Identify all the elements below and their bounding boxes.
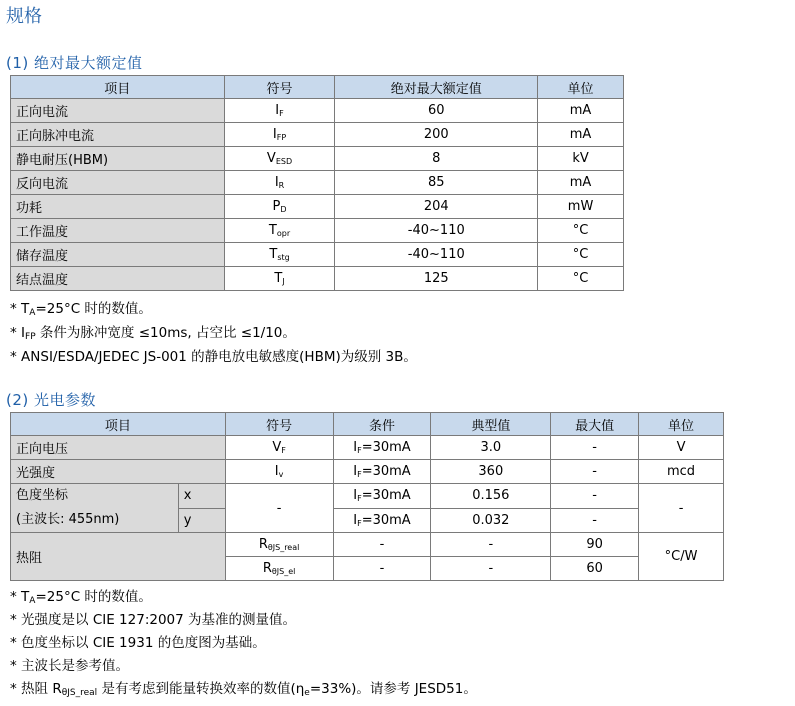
row-label-y: y: [178, 508, 225, 533]
row-symbol: $I_R$: [224, 171, 335, 195]
row-label: 正向脉冲电流: [11, 123, 225, 147]
note-ifp: * IFP 条件为脉冲宽度 ≤10ms, 占空比 ≤1/10。: [10, 325, 296, 342]
section-title-optical: (2) 光电参数: [6, 391, 97, 409]
row-condition: -: [333, 557, 431, 581]
row-value: 60: [335, 99, 538, 123]
row-symbol: $I_{FP}$: [224, 123, 335, 147]
row-condition: $I_F=30mA$: [333, 484, 431, 509]
note-thermal: * 热阻 RθJS_real 是有考虑到能量转换效率的数值(ηe=33%)。请参考 JESD51。: [10, 681, 477, 698]
row-typical: -: [431, 533, 551, 557]
table-row: [11, 484, 724, 509]
optical-table: [10, 412, 724, 581]
row-symbol: $T_{stg}$: [224, 243, 335, 267]
table-row: [11, 123, 624, 147]
row-unit: mA: [538, 123, 624, 147]
table-row: [11, 171, 624, 195]
row-value: 204: [335, 195, 538, 219]
row-label-chroma: 色度坐标 (主波长: 455nm): [11, 484, 179, 533]
row-unit: mcd: [639, 460, 724, 484]
header-max: 最大值: [551, 413, 639, 436]
row-symbol: $V_F$: [225, 436, 333, 460]
row-symbol: $R_{\theta JS\_real}$: [225, 533, 333, 557]
header-symbol: 符号: [225, 413, 333, 436]
header-condition: 条件: [333, 413, 431, 436]
note-esd: * ANSI/ESDA/JEDEC JS-001 的静电放电敏感度(HBM)为级别 3B。: [10, 349, 417, 365]
row-typical: 3.0: [431, 436, 551, 460]
row-unit: mW: [538, 195, 624, 219]
row-label: 工作温度: [11, 219, 225, 243]
row-value: 125: [335, 267, 538, 291]
row-label: 功耗: [11, 195, 225, 219]
table-row: [11, 219, 624, 243]
table-row: [11, 243, 624, 267]
note-dominant-wavelength: * 主波长是参考值。: [10, 658, 130, 674]
row-label-thermal: 热阻: [11, 533, 226, 581]
table-row: [11, 195, 624, 219]
row-label: 结点温度: [11, 267, 225, 291]
row-unit: °C: [538, 219, 624, 243]
row-condition: $I_F=30mA$: [333, 436, 431, 460]
row-unit: mA: [538, 99, 624, 123]
page-title: 规格: [6, 6, 42, 27]
row-symbol: $T_{opr}$: [224, 219, 335, 243]
row-max: -: [551, 484, 639, 509]
header-unit: 单位: [639, 413, 724, 436]
row-label: 储存温度: [11, 243, 225, 267]
header-rating: 绝对最大额定值: [335, 76, 538, 99]
note-cie1931: * 色度坐标以 CIE 1931 的色度图为基础。: [10, 635, 266, 651]
row-typical: 0.032: [431, 508, 551, 533]
row-max: -: [551, 508, 639, 533]
row-label: 正向电压: [11, 436, 226, 460]
row-label-x: x: [178, 484, 225, 509]
row-symbol: $I_F$: [224, 99, 335, 123]
absolute-max-table: [10, 75, 624, 291]
row-value: -40~110: [335, 219, 538, 243]
row-unit: kV: [538, 147, 624, 171]
row-max: 90: [551, 533, 639, 557]
row-typical: 360: [431, 460, 551, 484]
row-symbol: $T_J$: [224, 267, 335, 291]
row-typical: -: [431, 557, 551, 581]
row-symbol: $I_v$: [225, 460, 333, 484]
row-label: 反向电流: [11, 171, 225, 195]
row-symbol: $V_{ESD}$: [224, 147, 335, 171]
row-unit: °C: [538, 243, 624, 267]
table-header-row: [11, 413, 724, 436]
table-row: [11, 99, 624, 123]
row-label: 静电耐压(HBM): [11, 147, 225, 171]
row-unit: -: [639, 484, 724, 533]
header-item: 项目: [11, 413, 226, 436]
row-symbol: $P_D$: [224, 195, 335, 219]
row-condition: -: [333, 533, 431, 557]
row-typical: 0.156: [431, 484, 551, 509]
table-row: [11, 436, 724, 460]
section-title-absolute-max: (1) 绝对最大额定值: [6, 54, 143, 72]
header-symbol: 符号: [224, 76, 335, 99]
note-ta-2: * TA=25°C 时的数值。: [10, 589, 152, 606]
row-value: 200: [335, 123, 538, 147]
row-unit: °C: [538, 267, 624, 291]
row-max: -: [551, 460, 639, 484]
row-unit: mA: [538, 171, 624, 195]
table-row: [11, 533, 724, 557]
header-unit: 单位: [538, 76, 624, 99]
row-condition: $I_F=30mA$: [333, 460, 431, 484]
row-label: 光强度: [11, 460, 226, 484]
table-row: [11, 147, 624, 171]
row-unit: °C/W: [639, 533, 724, 581]
row-max: -: [551, 436, 639, 460]
row-label: 正向电流: [11, 99, 225, 123]
row-symbol: $R_{\theta JS\_el}$: [225, 557, 333, 581]
note-cie127: * 光强度是以 CIE 127:2007 为基准的测量值。: [10, 612, 297, 628]
table-row: [11, 267, 624, 291]
row-value: -40~110: [335, 243, 538, 267]
row-value: 8: [335, 147, 538, 171]
row-condition: $I_F=30mA$: [333, 508, 431, 533]
note-ta: * TA=25°C 时的数值。: [10, 301, 152, 318]
table-row: [11, 460, 724, 484]
header-item: 项目: [11, 76, 225, 99]
header-typical: 典型值: [431, 413, 551, 436]
row-value: 85: [335, 171, 538, 195]
row-unit: V: [639, 436, 724, 460]
table-header-row: [11, 76, 624, 99]
row-max: 60: [551, 557, 639, 581]
row-symbol: -: [225, 484, 333, 533]
